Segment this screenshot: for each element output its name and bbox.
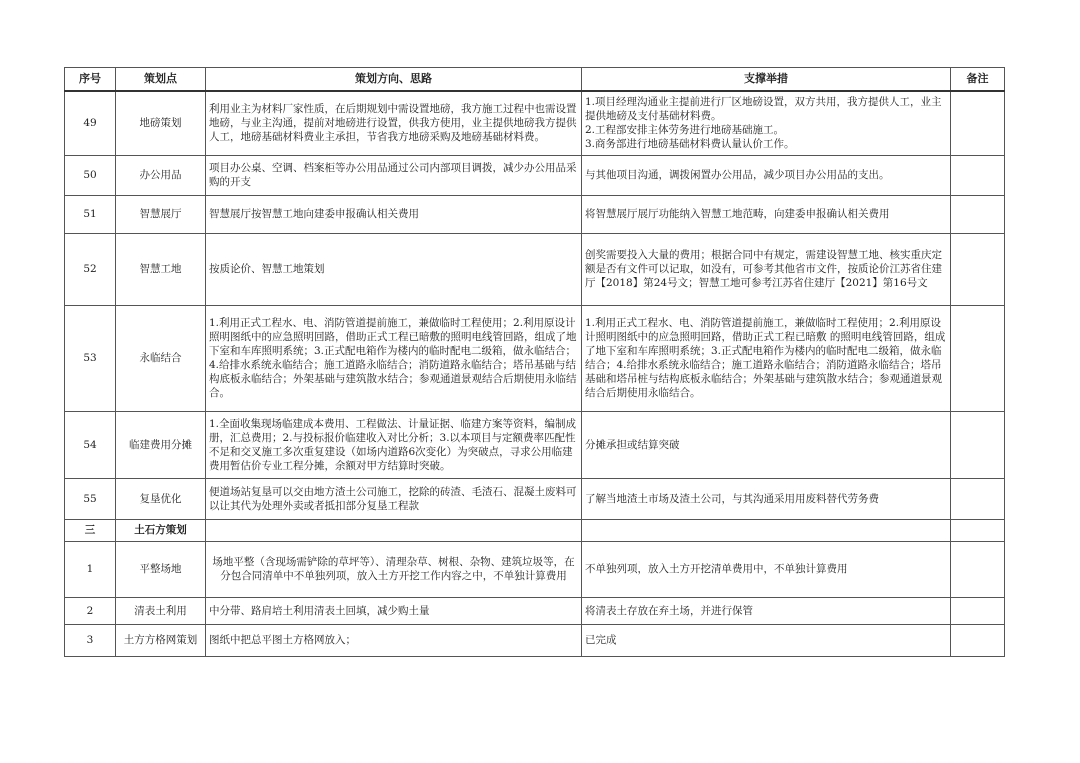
header-measures: 支撑举措: [582, 68, 951, 92]
row-no: 3: [65, 624, 116, 656]
row-no: 2: [65, 597, 116, 624]
row-measures: 将清表土存放在弃土场，并进行保管: [582, 597, 951, 624]
row-measures: 1.项目经理沟通业主提前进行厂区地磅设置，双方共用，我方提供人工，业主提供地磅及支付基础材料费。 2.工程部安排主体劳务进行地磅基础施工。 3.商务部进行地磅基础材料费认量认价工作。: [582, 91, 951, 155]
row-no: 55: [65, 478, 116, 519]
row-remarks: [951, 195, 1005, 233]
row-direction: 1.利用正式工程水、电、消防管道提前施工，兼做临时工程使用；2.利用原设计照明图纸中的应急照明回路，借助正式工程已暗敷的照明电线管回路，组成了地下室和车库照明系统；3.正式配电箱作为楼内的临时配电二级箱，做永临结合；4.给排水系统永临结合；施工道路永临结合；消防道路永临结合；塔吊基础与结构底板永临结合；外架基础与建筑散水结合；参观通道景观结合后期使用永临结合。: [206, 305, 582, 411]
row-no: 1: [65, 541, 116, 597]
row-measures: 分摊承担或结算突破: [582, 411, 951, 478]
row-direction: 便道场站复垦可以交由地方渣土公司施工，挖除的砖渣、毛渣石、混凝土废料可以让其代为处理外卖或者抵扣部分复垦工程款: [206, 478, 582, 519]
row-remarks: [951, 305, 1005, 411]
table-row: [65, 597, 1005, 624]
row-direction: 图纸中把总平图土方格网放入；: [206, 624, 582, 656]
table-row: [65, 233, 1005, 305]
section-no: 三: [65, 519, 116, 541]
table-row: [65, 478, 1005, 519]
row-no: 52: [65, 233, 116, 305]
row-measures: 将智慧展厅展厅功能纳入智慧工地范畴，向建委申报确认相关费用: [582, 195, 951, 233]
row-remarks: [951, 478, 1005, 519]
row-measures: 不单独列项，放入土方开挖清单费用中，不单独计算费用: [582, 541, 951, 597]
row-point: 办公用品: [116, 155, 206, 195]
table-row: [65, 541, 1005, 597]
row-remarks: [951, 597, 1005, 624]
row-point: 临建费用分摊: [116, 411, 206, 478]
row-no: 49: [65, 91, 116, 155]
row-remarks: [951, 91, 1005, 155]
row-measures: 与其他项目沟通，调拨闲置办公用品，减少项目办公用品的支出。: [582, 155, 951, 195]
header-no: 序号: [65, 68, 116, 92]
header-direction: 策划方向、思路: [206, 68, 582, 92]
row-point: 平整场地: [116, 541, 206, 597]
row-point: 智慧展厅: [116, 195, 206, 233]
section-row: [65, 519, 1005, 541]
table-row: [65, 195, 1005, 233]
row-measures: 1.利用正式工程水、电、消防管道提前施工，兼做临时工程使用；2.利用原设计照明图纸中的应急照明回路，借助正式工程已暗敷 的照明电线管回路，组成了地下室和车库照明系统；3.正式配电箱作为楼内的临时配电二级箱，做永临结合；4.给排水系统永临结合；施工道路永临结合；消防道路永临结合；塔吊基础和塔吊桩与结构底板永临结合；外架基础与建筑散水结合；参观通道景观结合后期使用永临结合。: [582, 305, 951, 411]
row-no: 50: [65, 155, 116, 195]
row-direction: 按质论价、智慧工地策划: [206, 233, 582, 305]
row-measures: 创奖需要投入大量的费用；根据合同中有规定，需建设智慧工地、核实重庆定额是否有文件可以记取，如没有，可参考其他省市文件，按质论价江苏省住建厅【2018】第24号文；智慧工地可参考江苏省住建厅【2021】第16号文: [582, 233, 951, 305]
table-row: [65, 624, 1005, 656]
row-no: 53: [65, 305, 116, 411]
row-remarks: [951, 411, 1005, 478]
table-row: [65, 91, 1005, 155]
row-point: 永临结合: [116, 305, 206, 411]
row-direction: 利用业主为材料厂家性质，在后期规划中需设置地磅，我方施工过程中也需设置地磅，与业主沟通，提前对地磅进行设置，供我方使用，业主提供地磅我方提供人工，地磅基础材料费业主承担，节省我方地磅采购及地磅基础材料费。: [206, 91, 582, 155]
row-measures: 已完成: [582, 624, 951, 656]
row-no: 51: [65, 195, 116, 233]
header-remarks: 备注: [951, 68, 1005, 92]
row-remarks: [951, 155, 1005, 195]
row-no: 54: [65, 411, 116, 478]
header-point: 策划点: [116, 68, 206, 92]
row-direction: 场地平整（含现场需铲除的草坪等）、清理杂草、树根、杂物、建筑垃圾等，在分包合同清单中不单独列项，放入土方开挖工作内容之中，不单独计算费用: [206, 541, 582, 597]
row-remarks: [951, 233, 1005, 305]
row-point: 智慧工地: [116, 233, 206, 305]
row-remarks: [951, 624, 1005, 656]
planning-table: [64, 67, 1005, 657]
section-title: 土石方策划: [116, 519, 206, 541]
section-empty-cell: [951, 519, 1005, 541]
table-row: [65, 411, 1005, 478]
row-direction: 项目办公桌、空调、档案柜等办公用品通过公司内部项目调拨，减少办公用品采购的开支: [206, 155, 582, 195]
section-empty-cell: [582, 519, 951, 541]
table-row: [65, 305, 1005, 411]
row-point: 清表土利用: [116, 597, 206, 624]
section-empty-cell: [206, 519, 582, 541]
row-direction: 中分带、路肩培土利用清表土回填，减少购土量: [206, 597, 582, 624]
header-row: [65, 68, 1005, 92]
row-point: 地磅策划: [116, 91, 206, 155]
row-direction: 智慧展厅按智慧工地向建委申报确认相关费用: [206, 195, 582, 233]
row-direction: 1.全面收集现场临建成本费用、工程做法、计量证据、临建方案等资料，编制成册，汇总费用；2.与投标报价临建收入对比分析；3.以本项目与定额费率匹配性不足和交叉施工多次重复建设（如场内道路6次变化）为突破点，寻求公用临建费用暂估价专业工程分摊，余额对甲方结算时突破。: [206, 411, 582, 478]
row-measures: 了解当地渣土市场及渣土公司，与其沟通采用用废料替代劳务费: [582, 478, 951, 519]
row-point: 复垦优化: [116, 478, 206, 519]
table-row: [65, 155, 1005, 195]
row-remarks: [951, 541, 1005, 597]
row-point: 土方方格网策划: [116, 624, 206, 656]
